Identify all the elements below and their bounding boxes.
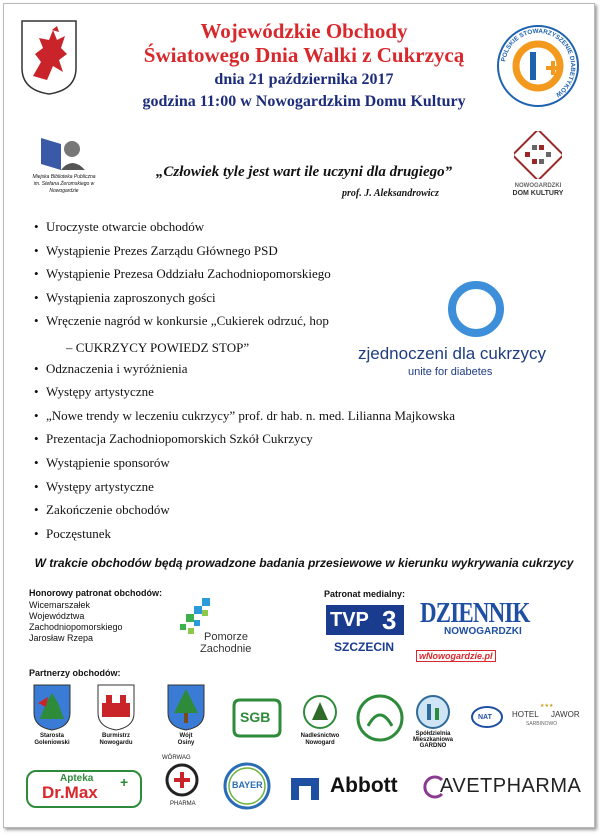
dom-kultury-logo	[514, 131, 562, 179]
gardno-logo	[415, 694, 451, 730]
sarbinowo-text: SARBINOWO	[526, 721, 558, 727]
program-item: • Odznaczenia i wyróżnienia	[34, 360, 534, 384]
pomorze-line2: Zachodnie	[200, 643, 252, 655]
goleniow-coat-icon	[32, 683, 72, 731]
spol-line2: Mieszkaniowa	[412, 737, 453, 743]
abbott-icon	[287, 774, 323, 802]
program-item: • Wystąpienie Prezes Zarządu Głównego PSD	[34, 242, 534, 266]
apteka-text: Apteka	[60, 773, 94, 784]
program-item: • Wystąpienia zaproszonych gości	[34, 289, 534, 313]
unite-line1: zjednoczeni dla cukrzycy	[358, 344, 547, 363]
title-line-2: Światowego Dnia Walki z Cukrzycą	[143, 43, 465, 67]
program-item: • Wystąpienie sponsorów	[34, 454, 534, 478]
patronage-heading: Honorowy patronat obchodów:	[29, 588, 162, 598]
screening-note: W trakcie obchodów będą prowadzone badania przesiewowe w kierunku wykrywania cukrzycy	[34, 556, 574, 570]
coat2-line1: Burmistrz	[101, 733, 130, 739]
dziennik-title: DZIENNIK	[420, 598, 530, 629]
blue-circle-icon	[428, 279, 524, 339]
dom-kultury-line1: NOWOGARDZKI	[514, 183, 562, 189]
event-place: godzina 11:00 w Nowogardzkim Domu Kultury	[142, 93, 466, 110]
program-item: • Wystąpienie Prezesa Oddziału Zachodniopomorskiego	[34, 265, 534, 289]
jawor-text: JAWOR	[551, 710, 580, 719]
quote-author: prof. J. Aleksandrowicz	[342, 188, 439, 199]
nowogard-coat-icon	[96, 683, 136, 731]
drmax-logo	[26, 770, 142, 808]
dom-kultury-line2: DOM KULTURY	[512, 190, 564, 197]
library-logo	[39, 134, 89, 172]
program-item: • Poczęstunek	[34, 525, 534, 549]
pomorze-line1: Pomorze	[204, 631, 249, 643]
tvp-text: TVP	[330, 609, 369, 631]
program-item: • „Nowe trendy w leczeniu cukrzycy” prof. dr hab. n. med. Lilianna Majkowska	[34, 407, 534, 431]
drmax-text: Dr.Max	[42, 783, 98, 802]
event-date: dnia 21 października 2017	[214, 71, 394, 88]
media-heading: Patronat medialny:	[324, 589, 406, 599]
library-caption: Miejska Biblioteka Publiczna im. Stefana Żeromskiego w Nowogardzie	[32, 174, 96, 194]
patronage-line: Wicemarszałek	[29, 600, 91, 610]
program-list	[34, 218, 534, 548]
tvp-logo	[326, 605, 404, 635]
worwag-text: WÖRWAG	[162, 755, 191, 761]
program-item: • Prezentacja Zachodniopomorskich Szkół Cukrzycy	[34, 430, 534, 454]
program-item-continuation: – CUKRZYCY POWIEDZ STOP”	[66, 340, 250, 355]
hotel-text: HOTEL	[512, 710, 539, 719]
program-item: • Zakończenie obchodów	[34, 501, 534, 525]
quote: „Człowiek tyle jest wart ile uczyni dla drugiego”	[155, 164, 453, 180]
patronage-line: Zachodniopomorskiego	[29, 622, 123, 632]
unite-line2: unite for diabetes	[408, 366, 493, 378]
psd-logo	[496, 24, 580, 108]
pharma-text: PHARMA	[170, 801, 196, 807]
plus-icon: +	[120, 774, 129, 790]
program-item: • Występy artystyczne	[34, 383, 534, 407]
coat1-line1: Starosta	[39, 733, 64, 739]
bayer-text: BAYER	[232, 780, 263, 790]
avet-text: AVETPHARMA	[440, 775, 582, 797]
green-circle-logo	[356, 694, 404, 742]
wnowogardzie-logo: wNowogardzie.pl	[416, 650, 496, 662]
nadl-line1: Nadleśnictwo	[300, 733, 340, 739]
hotel-stars: ★★★	[540, 704, 554, 709]
worwag-logo	[164, 762, 200, 798]
program-item: • Występy artystyczne	[34, 478, 534, 502]
osina-coat-icon	[166, 683, 206, 731]
dziennik-subtitle: NOWOGARDZKI	[444, 626, 522, 637]
coat3-line1: Wójt	[179, 733, 193, 739]
partners-heading: Partnerzy obchodów:	[29, 668, 121, 678]
title-line-1: Wojewódzkie Obchody	[200, 19, 408, 43]
tvp-city: SZCZECIN	[334, 640, 394, 654]
tvp-number: 3	[382, 605, 397, 635]
abbott-text: Abbott	[330, 774, 398, 797]
patronage-line: Województwa	[29, 611, 85, 621]
program-item: • Uroczyste otwarcie obchodów	[34, 218, 534, 242]
coat1-line2: Goleniowski	[34, 740, 70, 746]
spol-line3: GARDNO	[419, 743, 447, 749]
nat-text: NAT	[478, 714, 492, 721]
coat2-line2: Nowogardu	[99, 740, 133, 746]
nadlesnictwo-logo	[302, 694, 338, 730]
sgb-text: SGB	[240, 709, 271, 725]
psd-ring-text: POLSKIE STOWARZYSZENIE DIABETYKÓW	[500, 27, 577, 99]
spol-line1: Spółdzielnia	[415, 731, 451, 737]
patronage-line: Jarosław Rzepa	[29, 633, 94, 643]
coat3-line2: Osiny	[177, 740, 195, 746]
poster	[3, 3, 595, 828]
nadl-line2: Nowogard	[305, 740, 335, 746]
program-item: • Wręczenie nagród w konkursie „Cukierek odrzuć, hop	[34, 312, 534, 336]
